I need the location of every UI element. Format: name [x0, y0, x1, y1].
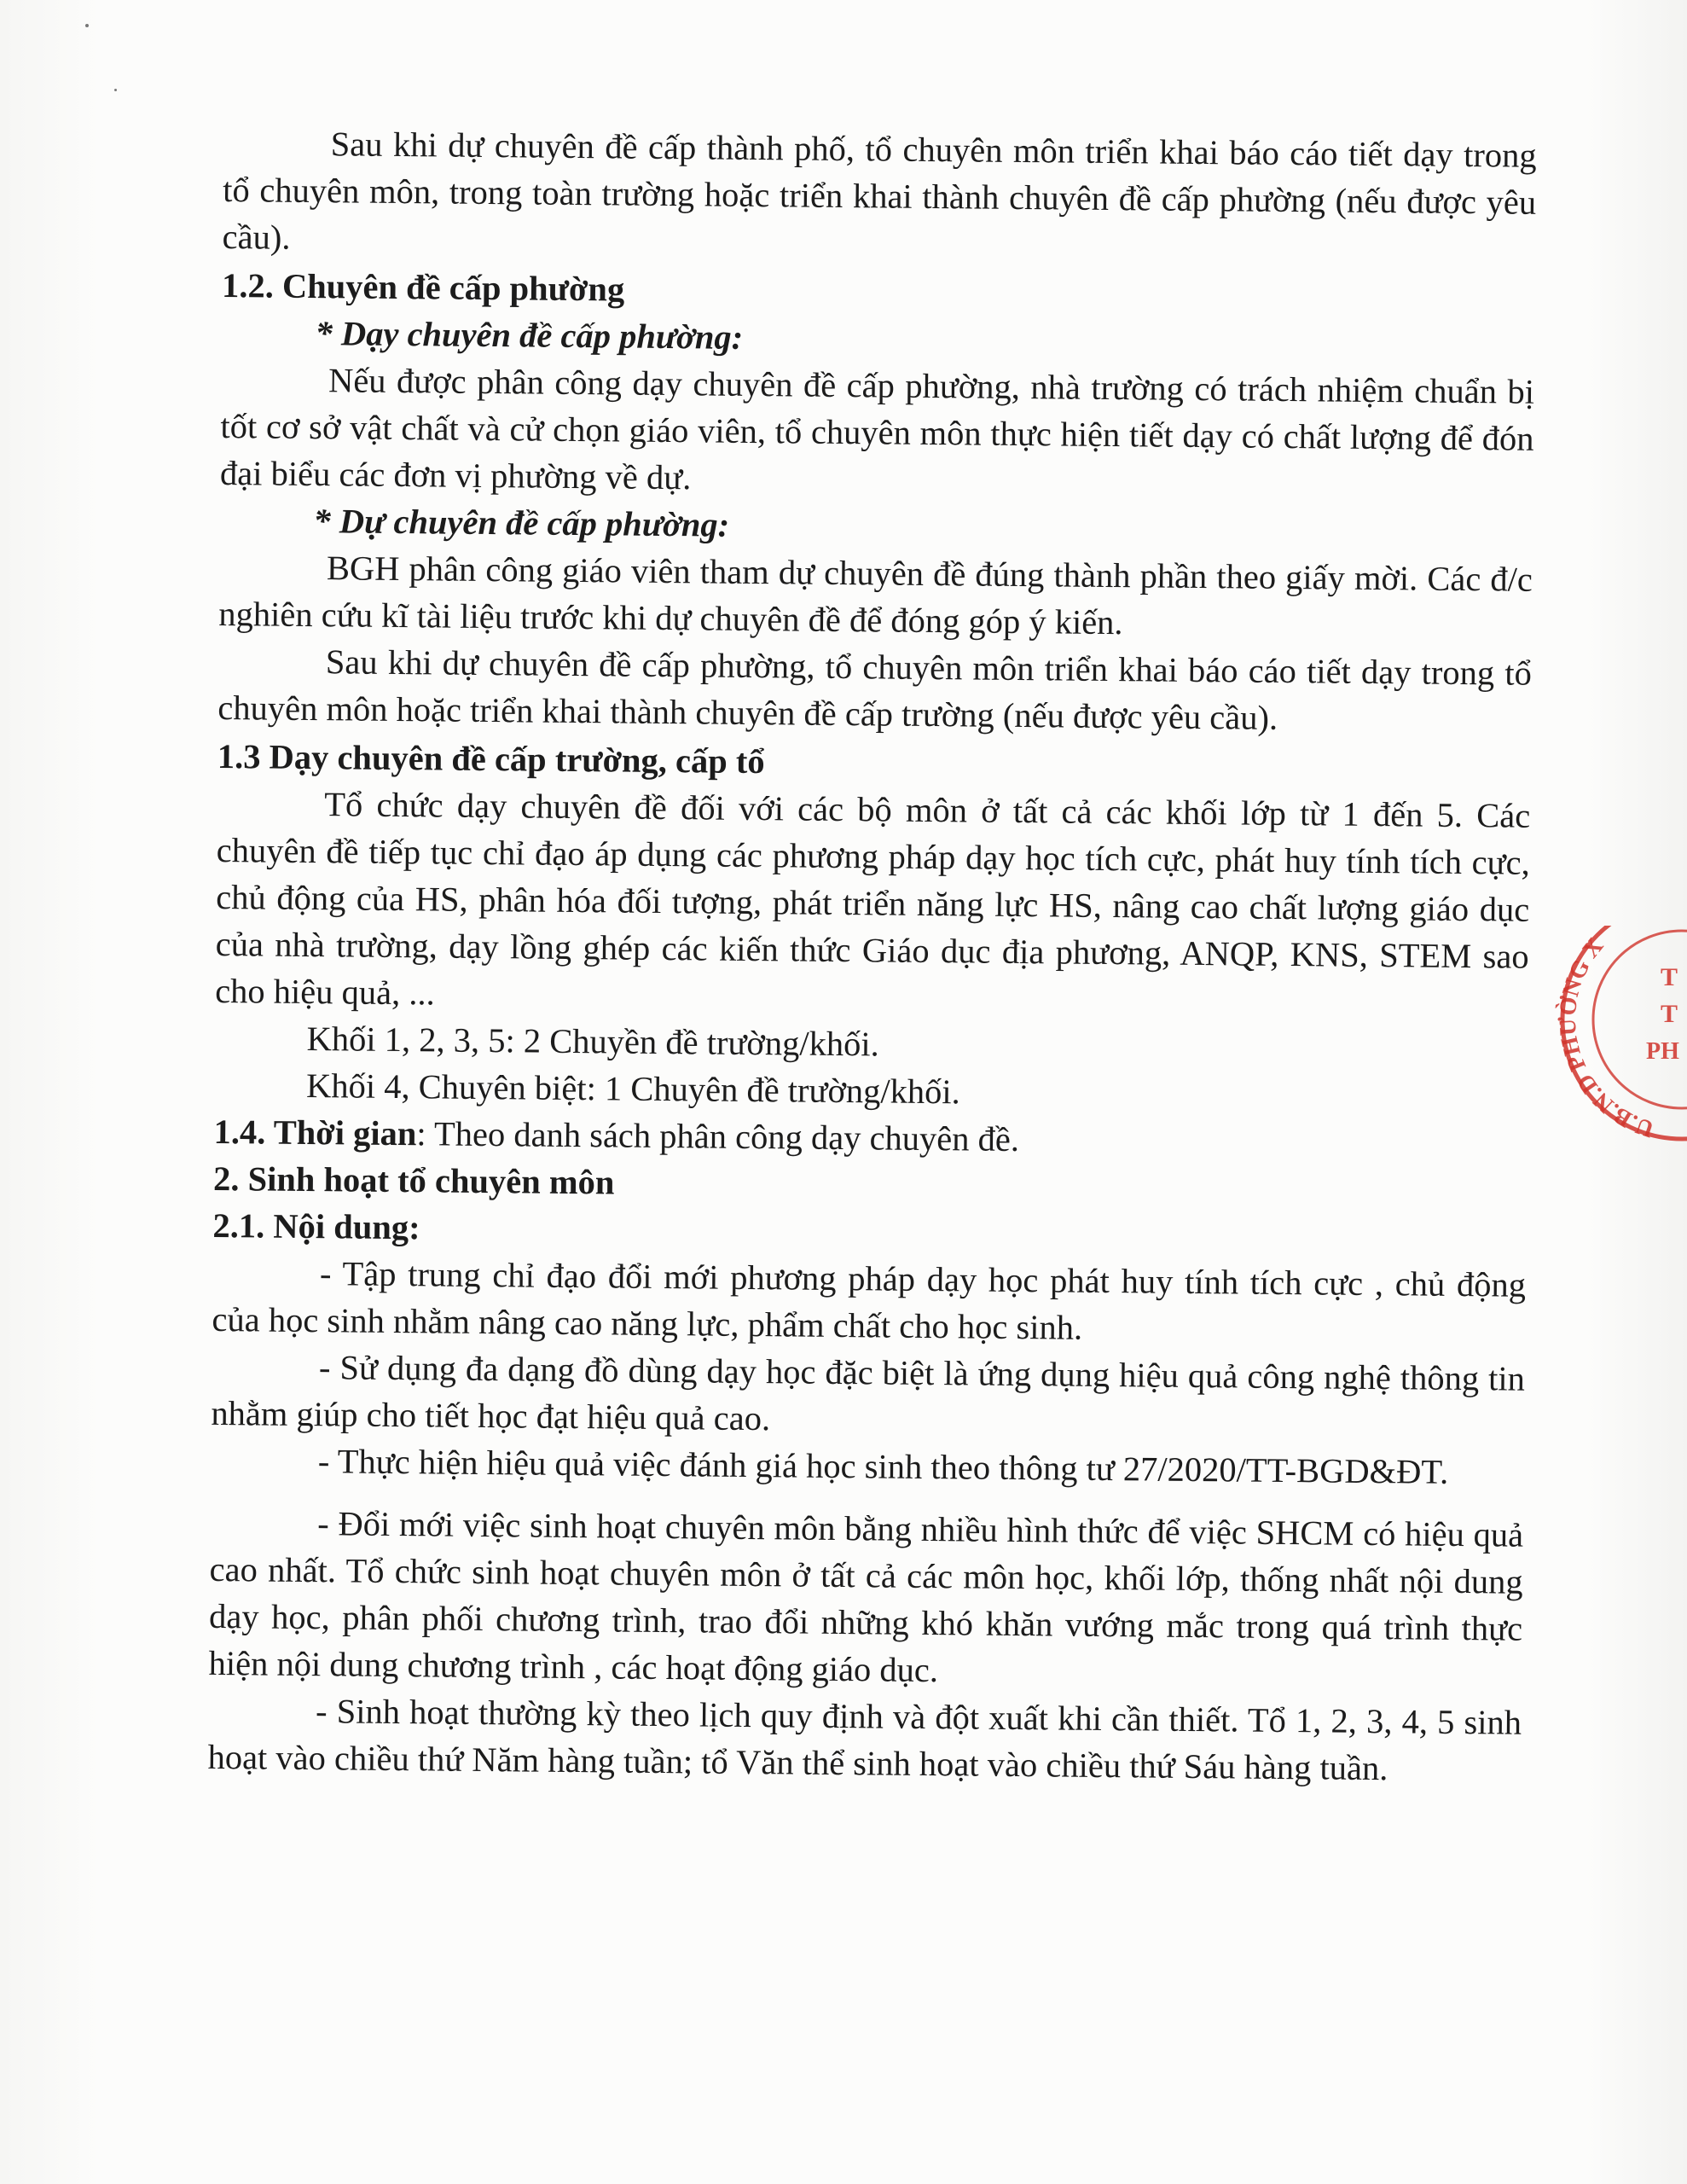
bullet-3: - Thực hiện hiệu quả việc đánh giá học sinh theo thông tư 27/2020/TT-BGD&ĐT.: [317, 1442, 1449, 1491]
scan-speck: [114, 89, 117, 91]
paragraph-du-chuyen-de: BGH phân công giáo viên tham dự chuyên đề đúng thành phần theo giấy mời. Các đ/c nghiên cứu kĩ tài liệu trước khi dự chuyên đề để đóng góp ý kiến.: [218, 549, 1533, 642]
bullet-4: - Đổi mới việc sinh hoạt chuyên môn bằng nhiều hình thức để việc SHCM có hiệu quả cao nhất. Tổ chức sinh hoạt chuyên môn ở tất cả các môn học, khối lớp, thống nhất nội dung dạy học, phân phối chương trình, trao đổi những khó khăn vướng mắc trong quá trình thực hiện nội dung chương trình , các hoạt động giáo dục.: [208, 1504, 1524, 1690]
paragraph-intro: Sau khi dự chuyên đề cấp thành phố, tổ chuyên môn triển khai báo cáo tiết dạy trong tổ chuyên môn, trong toàn trường hoặc triển khai thành chuyên đề cấp phường (nếu được yêu cầu).: [222, 125, 1537, 257]
heading-1-4-label: 1.4. Thời gian: [213, 1112, 417, 1153]
document-body: [207, 119, 1537, 1793]
seal-ring-text: U.B.N.D PHƯỜNG X: [1554, 932, 1658, 1143]
khoi-line-2: Khối 4, Chuyên biệt: 1 Chuyên đề trường/khối.: [305, 1066, 961, 1112]
seal-inner-line-1: T: [1661, 963, 1678, 991]
bullet-2: - Sử dụng đa dạng đồ dùng dạy học đặc biệt là ứng dụng hiệu quả công nghệ thông tin nhằm giúp cho tiết học đạt hiệu quả cao.: [211, 1348, 1526, 1438]
paragraph-after-du: Sau khi dự chuyên đề cấp phường, tổ chuyên môn triển khai báo cáo tiết dạy trong tổ chuyên môn hoặc triển khai thành chuyên đề cấp trường (nếu được yêu cầu).: [217, 642, 1533, 737]
heading-1-2: 1.2. Chuyên đề cấp phường: [221, 265, 625, 309]
paragraph-1-3: Tổ chức dạy chuyên đề đối với các bộ môn ở tất cả các khối lớp từ 1 đến 5. Các chuyên đề tiếp tục chỉ đạo áp dụng các phương pháp dạy học tích cực, phát huy tính tích cực, chủ động của HS, phân hóa đối tượng, phát triển năng lực HS, nâng cao chất lượng giáo dục của nhà trường, dạy lồng ghép các kiến thức Giáo dục địa phương, ANQP, KNS, STEM sao cho hiệu quả, ...: [214, 785, 1531, 1013]
heading-1-4-text: : Theo danh sách phân công dạy chuyên đề.: [416, 1114, 1020, 1159]
seal-inner-line-3: PH: [1646, 1038, 1679, 1065]
svg-text:U.B.N.D PHƯỜNG X: [1555, 933, 1658, 1142]
heading-1-3: 1.3 Dạy chuyên đề cấp trường, cấp tổ: [217, 736, 765, 781]
bullet-1: - Tập trung chỉ đạo đổi mới phương pháp dạy học phát huy tính tích cực , chủ động của học sinh nhằm nâng cao năng lực, phẩm chất cho học sinh.: [212, 1254, 1527, 1347]
subheading-day-chuyen-de: * Dạy chuyên đề cấp phường:: [315, 314, 744, 357]
bullet-5: - Sinh hoạt thường kỳ theo lịch quy định và đột xuất khi cần thiết. Tổ 1, 2, 3, 4, 5 sinh hoạt vào chiều thứ Năm hàng tuần; tổ Văn thể sinh hoạt vào chiều thứ Sáu hàng tuần.: [207, 1692, 1522, 1788]
khoi-line-1: Khối 1, 2, 3, 5: 2 Chuyền đề trường/khối.: [306, 1019, 879, 1064]
paragraph-day-chuyen-de: Nếu được phân công dạy chuyên đề cấp phường, nhà trường có trách nhiệm chuẩn bị tốt cơ sở vật chất và cử chọn giáo viên, tổ chuyên môn thực hiện tiết dạy có chất lượng để đón đại biểu các đơn vị phường về dự.: [219, 361, 1535, 497]
heading-2-1: 2.1. Nội dung:: [212, 1205, 420, 1247]
heading-2: 2. Sinh hoạt tổ chuyên môn: [212, 1159, 615, 1202]
subheading-du-chuyen-de: * Dự chuyên đề cấp phường:: [313, 502, 730, 544]
scan-speck: [85, 24, 89, 27]
red-seal-stamp: [1554, 926, 1687, 1182]
seal-inner-line-2: T: [1661, 1000, 1678, 1028]
